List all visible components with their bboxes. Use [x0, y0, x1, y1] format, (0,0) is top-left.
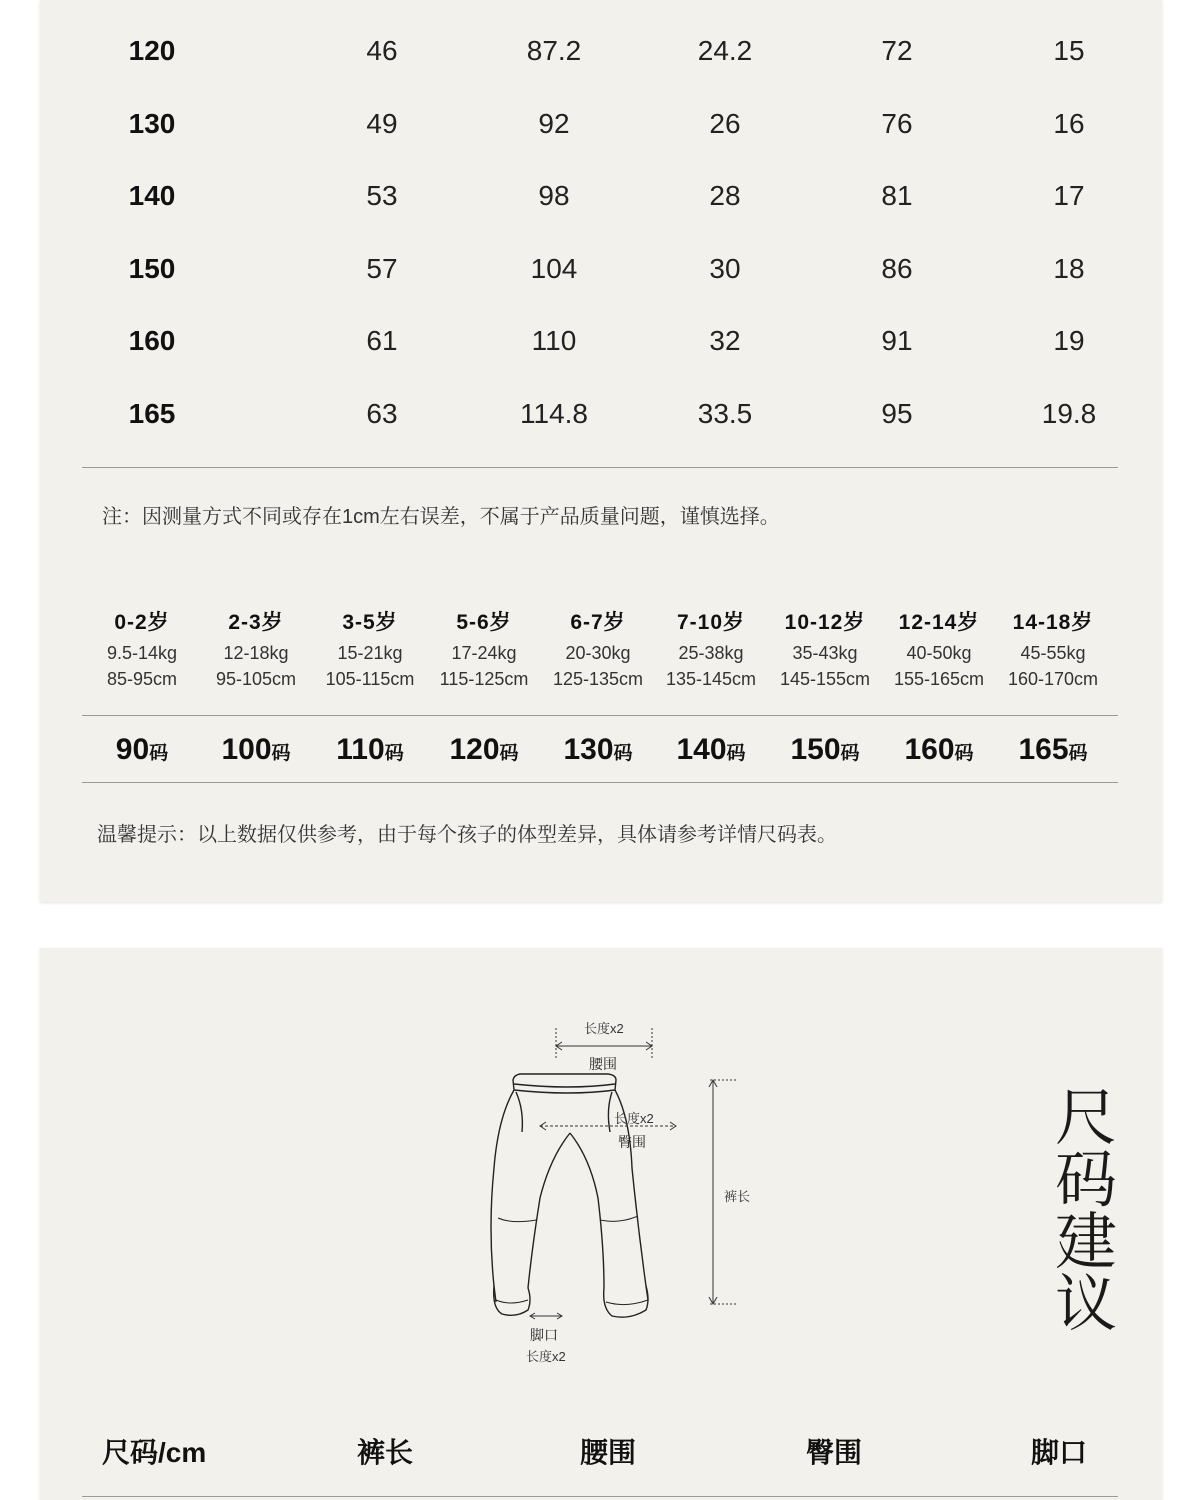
size-unit: 码 — [840, 743, 860, 764]
size-cell: 120 — [128, 35, 176, 66]
recommended-size — [765, 728, 885, 777]
header-waist: 腰围 — [579, 1437, 637, 1468]
table-row — [40, 394, 1162, 434]
measure-cell: 110 — [531, 325, 577, 357]
table-row — [40, 31, 1162, 71]
header-length: 裤长 — [356, 1437, 414, 1468]
recommended-size — [993, 728, 1113, 777]
measure-cell: 114.8 — [520, 398, 588, 429]
measure-cell: 61 — [366, 325, 398, 357]
measure-cell: 104 — [530, 252, 578, 284]
age-label: 6-7岁 — [570, 611, 626, 634]
measure-cell: 53 — [366, 180, 398, 212]
weight-range: 20-30kg — [565, 643, 631, 663]
size-number: 110 — [336, 733, 385, 766]
size-cell: 160 — [128, 325, 176, 357]
recommended-size — [651, 728, 771, 777]
size-unit: 码 — [726, 743, 746, 764]
measure-cell: 32 — [709, 325, 741, 357]
size-cell: 150 — [128, 252, 176, 284]
size-cell: 165 — [128, 398, 176, 429]
weight-range: 25-38kg — [678, 643, 744, 663]
hip-length-label: 长度x2 — [614, 1111, 654, 1126]
age-label: 5-6岁 — [456, 611, 512, 634]
size-unit: 码 — [613, 743, 633, 764]
size-number: 90 — [115, 733, 150, 766]
measure-cell: 26 — [709, 107, 741, 139]
size-number: 165 — [1018, 733, 1069, 766]
age-column — [82, 606, 202, 692]
size-unit: 码 — [384, 743, 404, 764]
waist-length-label: 长度x2 — [584, 1021, 624, 1036]
hip-label: 臀围 — [618, 1134, 646, 1150]
table-row — [40, 249, 1162, 289]
measure-cell: 92 — [538, 107, 570, 139]
weight-range: 40-50kg — [906, 643, 972, 663]
age-column — [993, 606, 1113, 692]
measure-cell: 91 — [881, 325, 913, 357]
table-row — [40, 104, 1162, 144]
pants-outline-illustration — [480, 1018, 800, 1348]
age-label: 2-3岁 — [228, 611, 284, 634]
section-title-char: 建 — [1054, 1208, 1117, 1277]
age-column — [424, 606, 544, 692]
measurement-note: 注：因测量方式不同或存在1cm左右误差，不属于产品质量问题，谨慎选择。 — [102, 506, 780, 528]
measure-cell: 17 — [1053, 180, 1085, 212]
weight-range: 17-24kg — [451, 643, 517, 663]
age-column — [310, 606, 430, 692]
measure-cell: 76 — [881, 107, 913, 139]
height-range: 145-155cm — [779, 669, 871, 689]
height-range: 115-125cm — [439, 669, 529, 689]
age-label: 12-14岁 — [898, 611, 980, 634]
weight-range: 9.5-14kg — [106, 643, 178, 663]
measure-cell: 15 — [1053, 35, 1085, 66]
age-column — [196, 606, 316, 692]
size-unit: 码 — [149, 743, 169, 764]
size-number: 130 — [563, 733, 614, 766]
recommendation-divider-top — [82, 715, 1118, 716]
waist-label: 腰围 — [589, 1056, 617, 1072]
age-column — [879, 606, 999, 692]
size-advice-panel — [40, 948, 1162, 1500]
age-label: 3-5岁 — [342, 611, 398, 634]
recommendation-divider-bottom — [82, 782, 1118, 783]
header-size: 尺码/cm — [102, 1437, 207, 1468]
size-number: 150 — [790, 733, 841, 766]
age-label: 0-2岁 — [114, 611, 170, 634]
recommended-size — [424, 728, 544, 777]
table-divider — [82, 467, 1118, 468]
height-range: 135-145cm — [665, 669, 757, 689]
height-range: 155-165cm — [893, 669, 985, 689]
measure-cell: 81 — [881, 180, 913, 212]
measure-cell: 87.2 — [526, 35, 582, 66]
height-range: 105-115cm — [325, 669, 415, 689]
measure-cell: 19.8 — [1041, 398, 1097, 429]
table-row — [40, 321, 1162, 361]
reference-tip: 温馨提示：以上数据仅供参考，由于每个孩子的体型差异，具体请参考详情尺码表。 — [97, 824, 837, 846]
size-chart-panel — [40, 0, 1162, 902]
measure-cell: 33.5 — [697, 398, 753, 429]
measure-cell: 86 — [881, 252, 913, 284]
recommended-size — [196, 728, 316, 777]
size-cell: 140 — [128, 180, 176, 212]
weight-range: 12-18kg — [223, 643, 289, 663]
section-title-char: 码 — [1054, 1146, 1117, 1215]
measure-cell: 30 — [709, 252, 741, 284]
measure-cell: 49 — [366, 107, 398, 139]
weight-range: 35-43kg — [792, 643, 858, 663]
height-range: 125-135cm — [552, 669, 644, 689]
header-hip: 臀围 — [805, 1437, 863, 1468]
measure-cell: 24.2 — [697, 35, 753, 66]
size-number: 120 — [449, 733, 500, 766]
measure-cell: 72 — [881, 35, 913, 66]
section-title-vertical — [1046, 1084, 1126, 1339]
recommended-size — [879, 728, 999, 777]
measure-cell: 18 — [1053, 252, 1085, 284]
height-range: 95-105cm — [215, 669, 297, 689]
weight-range: 45-55kg — [1020, 643, 1086, 663]
cuff-label: 脚口 — [530, 1327, 558, 1343]
size-unit: 码 — [271, 743, 291, 764]
header-divider — [82, 1496, 1118, 1497]
recommended-size — [538, 728, 658, 777]
measure-cell: 57 — [366, 252, 398, 284]
measure-cell: 46 — [366, 35, 398, 66]
measure-cell: 19 — [1053, 325, 1085, 357]
section-title-char: 尺 — [1054, 1084, 1117, 1153]
measure-cell: 98 — [538, 180, 570, 212]
weight-range: 15-21kg — [337, 643, 403, 663]
size-unit: 码 — [499, 743, 519, 764]
age-column — [651, 606, 771, 692]
size-cell: 130 — [128, 107, 176, 139]
measure-cell: 95 — [881, 398, 913, 429]
cuff-length-label: 长度x2 — [526, 1349, 566, 1364]
age-label: 14-18岁 — [1012, 611, 1094, 634]
age-column — [765, 606, 885, 692]
age-label: 7-10岁 — [676, 611, 746, 634]
height-range: 160-170cm — [1007, 669, 1099, 689]
recommended-size — [82, 728, 202, 777]
pants-length-label: 裤长 — [724, 1189, 751, 1204]
size-number: 140 — [676, 733, 727, 766]
age-label: 10-12岁 — [784, 611, 866, 634]
size-number: 100 — [221, 733, 272, 766]
height-range: 85-95cm — [106, 669, 178, 689]
measure-cell: 28 — [709, 180, 741, 212]
table-row — [40, 176, 1162, 216]
header-cuff: 脚口 — [1030, 1437, 1088, 1468]
measure-cell: 63 — [366, 398, 398, 429]
measure-cell: 16 — [1053, 107, 1085, 139]
pants-measurement-diagram — [480, 1018, 800, 1364]
age-column — [538, 606, 658, 692]
section-title-char: 议 — [1054, 1270, 1117, 1339]
recommended-size — [310, 728, 430, 777]
size-unit: 码 — [954, 743, 974, 764]
size-unit: 码 — [1068, 743, 1088, 764]
size-number: 160 — [904, 733, 955, 766]
